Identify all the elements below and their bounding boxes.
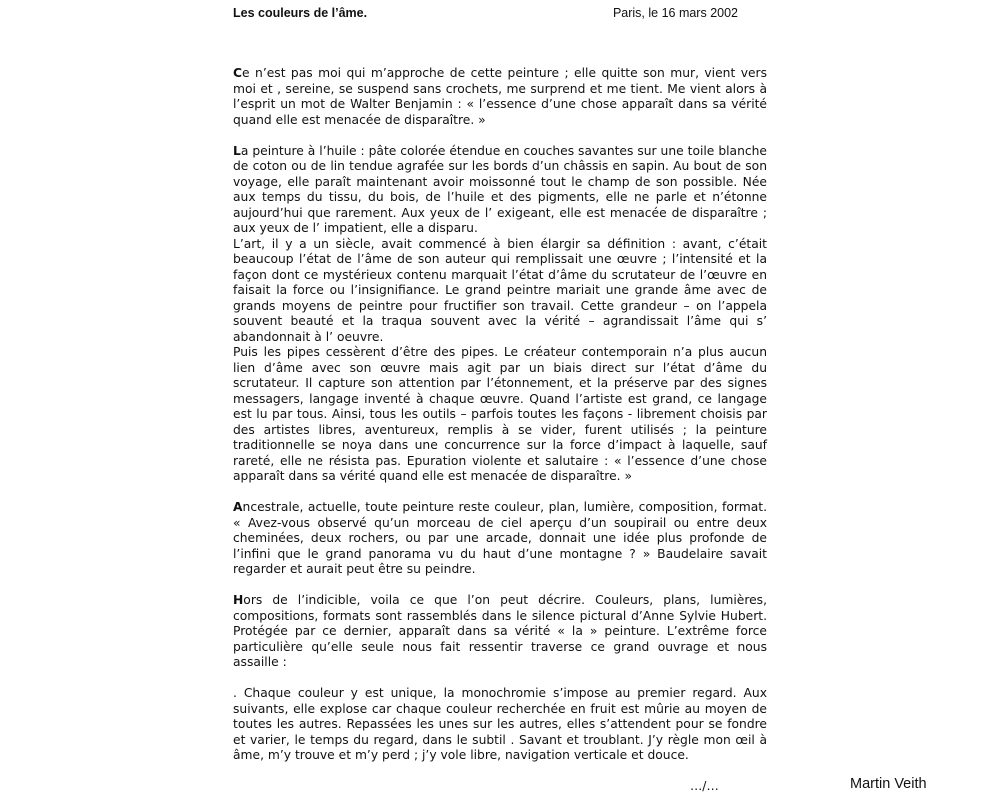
paragraph-6	[233, 593, 767, 671]
paragraph-5	[233, 500, 767, 578]
paragraph-3	[233, 237, 767, 346]
paragraph-text: Puis les pipes cessèrent d’être des pipes. Le créateur contemporain n’a plus aucun lien d’âme avec son œuvre mais agit par un biais direct sur l’état d’âme du scrutateur. Il capture son attention par l’étonnement, et la préserve par des signes messagers, langage inventé à chaque œuvre. Quand l’artiste est grand, ce langage est lu par tous. Ainsi, tous les outils – parfois toutes les façons - librement choisis par des artistes libres, aventureux, remplis à se vider, furent utilisés ; la peinture traditionnelle se noya dans une concurrence sur la force d’impact à laquelle, sauf rareté, elle ne résista pas. Epuration violente et salutaire : « l’essence d’une chose apparaît dans sa vérité quand elle est menacée de disparaître. »	[233, 345, 767, 483]
drop-letter: H	[233, 593, 244, 607]
continuation-marker: …/…	[690, 779, 719, 793]
drop-letter: L	[233, 143, 241, 158]
author-signature: Martin Veith	[850, 776, 927, 792]
paragraph-text: ors de l’indicible, voila ce que l’on peut décrire. Couleurs, plans, lumières, compositions, formats sont rassemblés dans le silence pictural d’Anne Sylvie Hubert. Protégée par ce dernier, apparaît dans sa vérité « la » peinture. L’extrême force particulière qu’elle seule nous fait ressentir traverse ce grand ouvrage et nous assaille :	[233, 593, 767, 669]
paragraph-text: L’art, il y a un siècle, avait commencé à bien élargir sa définition : avant, c’était beaucoup l’état de l’âme de son auteur qui remplissait une œuvre ; l’intensité et la façon dont ce mystérieux contenu marquait l’état d’âme du scrutateur de l’œuvre en faisait la force ou l’insignifiance. Le grand peintre mariait une grande âme avec de grands moyens de peintre pour fructifier son travail. Cette grandeur – on l’appela souvent beauté et la traqua souvent avec la vérité – agrandissait l’âme qui s’ abandonnait à l’ oeuvre.	[233, 236, 767, 344]
drop-letter: C	[233, 66, 243, 80]
paragraph-2	[233, 144, 767, 237]
paragraph-text: . Chaque couleur y est unique, la monochromie s’impose au premier regard. Aux suivants, elle explose car chaque couleur recherchée en fruit est mûrie au moyen de toutes les autres. Repassées les unes sur les autres, elles s’attendent pour se fondre et varier, le temps du regard, dans le subtil . Savant et troublant. J’y règle mon œil à âme, m’y trouve et m’y perd ; j’y vole libre, navigation verticale et douce.	[233, 686, 767, 762]
document-header	[233, 4, 738, 24]
document-date: Paris, le 16 mars 2002	[612, 6, 738, 20]
paragraph-text: e n’est pas moi qui m’approche de cette peinture ; elle quitte son mur, vient vers moi et , sereine, se suspend sans crochets, me surprend et me tient. Me vient alors à l’esprit un mot de Walter Benjamin : « l’essence d’une chose apparaît dans sa vérité quand elle est menacée de disparaître. »	[233, 66, 767, 127]
paragraph-4	[233, 345, 767, 485]
drop-letter: A	[233, 500, 243, 514]
paragraph-7	[233, 686, 767, 764]
document-body	[233, 66, 767, 764]
document-title: Les couleurs de l’âme.	[233, 6, 368, 20]
paragraph-1	[233, 66, 767, 128]
paragraph-text: a peinture à l’huile : pâte colorée étendue en couches savantes sur une toile blanche de coton ou de lin tendue agrafée sur les bords d’un châssis en sapin. Au bout de son voyage, elle paraît maintenant avoir moissonné tout le champ de son possible. Née aux temps du tissu, du bois, de l’huile et des pigments, elle ne parle et n’étonne aujourd’hui que rarement. Aux yeux de l’ exigeant, elle est menacée de disparaître ; aux yeux de l’ impatient, elle a disparu.	[233, 143, 767, 235]
paragraph-text: ncestrale, actuelle, toute peinture reste couleur, plan, lumière, composition, format. « Avez-vous observé qu’un morceau de ciel aperçu d’un soupirail ou entre deux cheminées, deux rochers, ou par une arcade, donnait une idée plus profonde de l’infini que le grand panorama vu du haut d’une montagne ? » Baudelaire savait regarder et aurait peut être su peindre.	[233, 500, 767, 576]
